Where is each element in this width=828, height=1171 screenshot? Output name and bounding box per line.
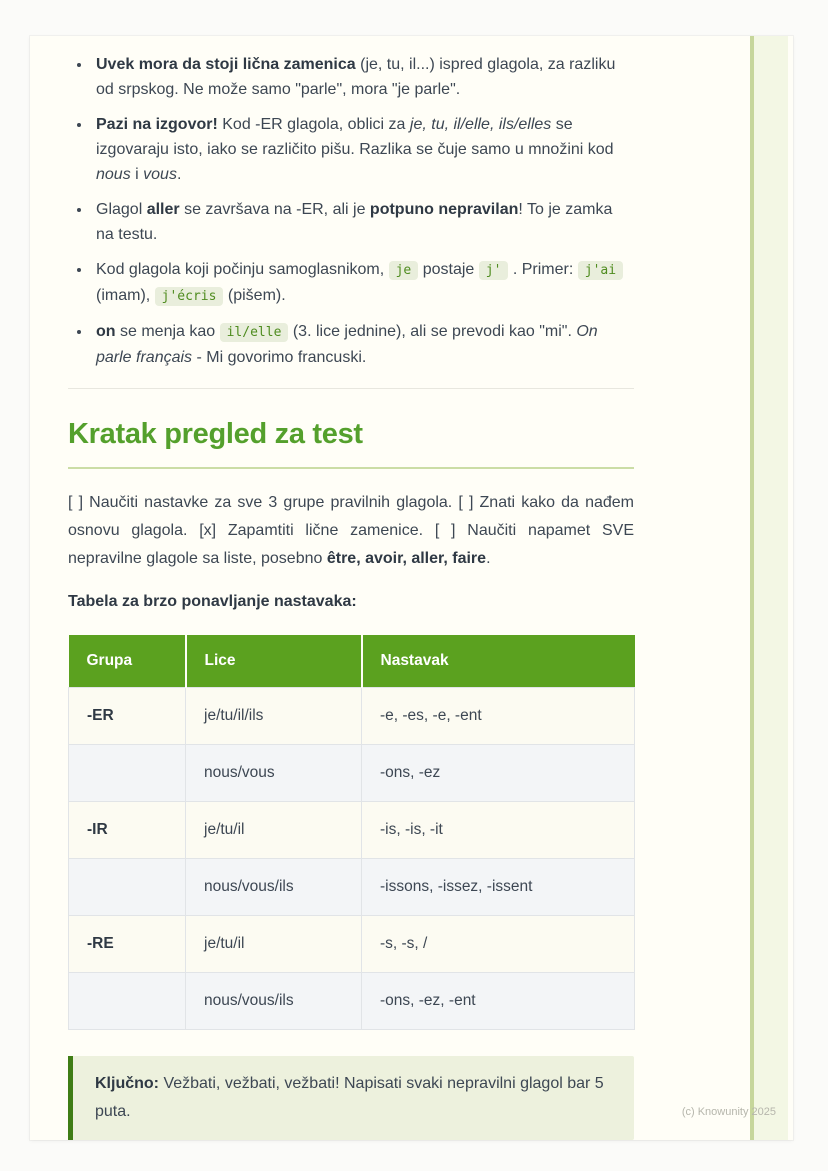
table-caption: Tabela za brzo ponavljanje nastavaka: [68, 593, 357, 610]
bold-text: potpuno nepravilan [369, 201, 519, 218]
callout-label: Ključno: [95, 1075, 159, 1092]
bold-text: Uvek mora da stoji lična zamenica [96, 56, 356, 73]
list-item: • Uvek mora da stoji lična zamenica (je, tu, il...) ispred glagola, za razliku od srpskog. Ne može samo "parle", mora "je parle". [92, 52, 634, 102]
table-row [69, 916, 635, 973]
italic-text: On parle français [96, 323, 598, 366]
table-header-cell: Lice [186, 635, 362, 688]
table-cell: nous/vous/ils [186, 859, 362, 916]
key-callout [68, 1056, 634, 1140]
table-cell: -e, -es, -e, -ent [362, 688, 635, 745]
table-row [69, 802, 635, 859]
table-row [69, 973, 635, 1030]
table-cell [69, 688, 186, 745]
table-cell: nous/vous [186, 745, 362, 802]
bold-text: -RE [87, 935, 114, 952]
table-cell: nous/vous/ils [186, 973, 362, 1030]
table-row [69, 688, 635, 745]
inline-code-chip: il/elle [220, 323, 289, 342]
inline-code-chip: j' [479, 261, 509, 280]
checklist-paragraph: [ ] Naučiti nastavke za sve 3 grupe pravilnih glagola. [ ] Znati kako da nađem osnovu glagola. [x] Zapamtiti lične zamenice. [ ] Naučiti napamet SVE nepravilne glagole sa liste, posebno être, avoir, aller, faire. [68, 494, 634, 567]
bold-text: on [96, 323, 116, 340]
table-cell: -ons, -ez [362, 745, 635, 802]
bold-text: être, avoir, aller, faire [326, 550, 487, 567]
page-content [68, 36, 634, 1140]
table-header-cell: Grupa [69, 635, 186, 688]
callout-text: Vežbati, vežbati, vežbati! Napisati svaki nepravilni glagol bar 5 puta. [95, 1075, 604, 1120]
table-cell: -issons, -issez, -issent [362, 859, 635, 916]
table-cell: -is, -is, -it [362, 802, 635, 859]
inline-code-chip: j'écris [155, 287, 224, 306]
table-cell: -s, -s, / [362, 916, 635, 973]
bold-text: -ER [87, 707, 114, 724]
table-cell: -ons, -ez, -ent [362, 973, 635, 1030]
table-row [69, 745, 635, 802]
table-cell [69, 745, 186, 802]
watermark: (c) Knowunity 2025 [681, 1106, 776, 1118]
table-header-row [69, 635, 635, 688]
document-page [30, 36, 793, 1140]
table-cell: je/tu/il [186, 916, 362, 973]
table-cell [69, 859, 186, 916]
table-body [69, 688, 635, 1030]
bold-text: aller [146, 201, 180, 218]
bold-text: Pazi na izgovor! [96, 116, 218, 133]
italic-text: nous [96, 166, 131, 183]
list-item: • Pazi na izgovor! Kod -ER glagola, oblici za je, tu, il/elle, ils/elles se izgovaraju isto, iako se različito pišu. Razlika se čuje samo u množini kod nous i vous. [92, 112, 634, 187]
heading-underline [68, 467, 634, 469]
endings-table [68, 635, 635, 1030]
italic-text: vous [143, 166, 177, 183]
table-header-cell: Nastavak [362, 635, 635, 688]
notes-list [68, 52, 634, 370]
table-cell: je/tu/il/ils [186, 688, 362, 745]
italic-text: je, tu, il/elle, ils/elles [409, 116, 552, 133]
list-item: • on se menja kao il/elle (3. lice jednine), ali se prevodi kao "mi". On parle français - Mi govorimo francuski. [92, 319, 634, 370]
list-item: • Glagol aller se završava na -ER, ali je potpuno nepravilan! To je zamka na testu. [92, 197, 634, 247]
table-row [69, 859, 635, 916]
table-cell [69, 973, 186, 1030]
section-divider [68, 388, 634, 389]
bold-text: -IR [87, 821, 108, 838]
page-edge-strip [750, 36, 788, 1140]
table-cell [69, 802, 186, 859]
table-cell: je/tu/il [186, 802, 362, 859]
list-item: • Kod glagola koji počinju samoglasnikom, je postaje j' . Primer: j'ai (imam), j'écris (pišem). [92, 257, 634, 309]
inline-code-chip: j'ai [578, 261, 623, 280]
inline-code-chip: je [389, 261, 419, 280]
section-heading: Kratak pregled za test [68, 418, 363, 450]
table-cell [69, 916, 186, 973]
